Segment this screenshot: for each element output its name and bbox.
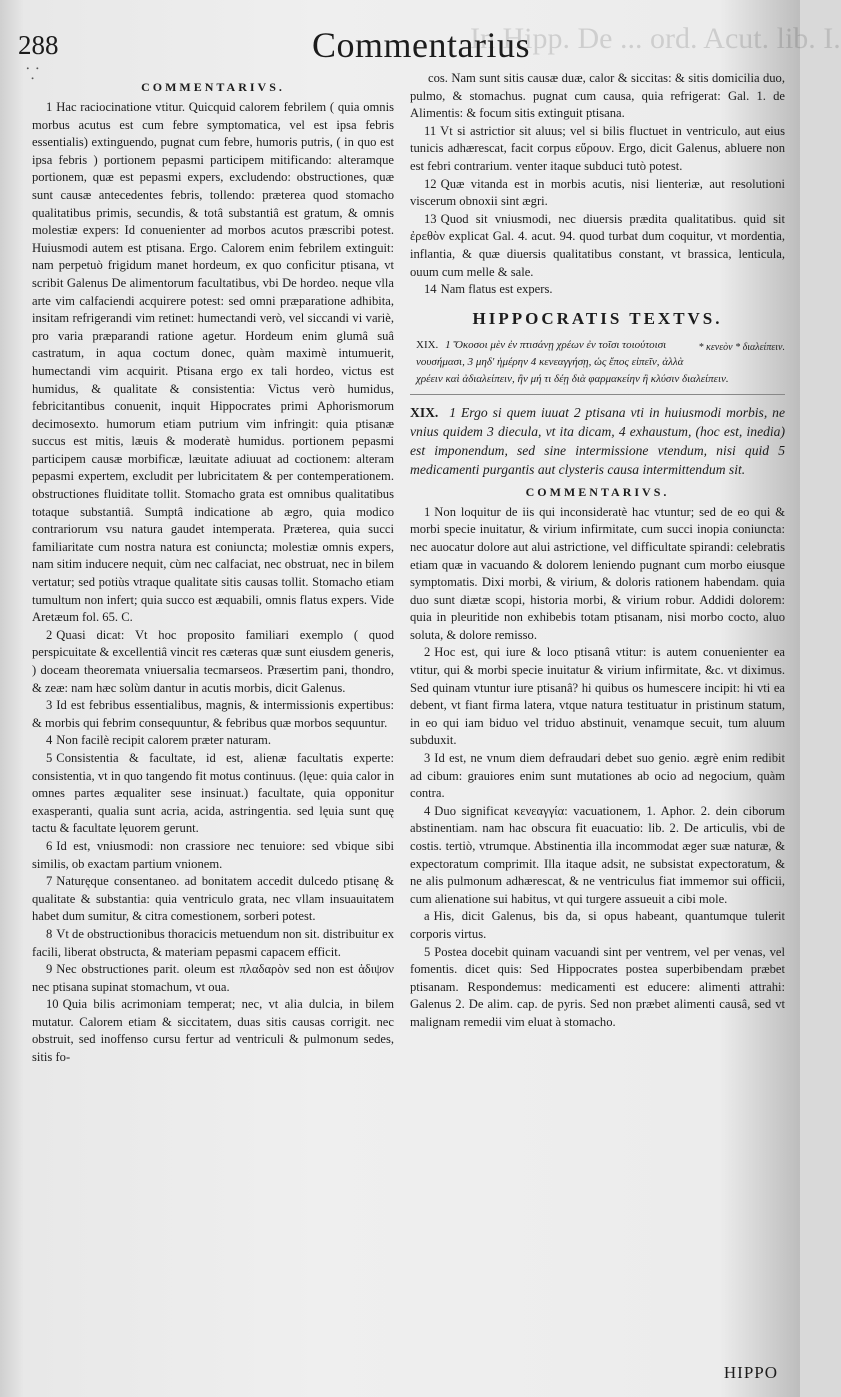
note-number: 12 (424, 176, 437, 191)
commentary-note (410, 750, 785, 803)
note-number: 9 (46, 962, 53, 977)
left-column (32, 78, 394, 1378)
note-number: 11 (424, 123, 437, 138)
note-text: Id est febribus essentialibus, magnis, & intermissionis expertibus: & morbis qui febrim consequuntur, & febribus quæ morbos sequuntur. (32, 698, 394, 730)
commentary-note (32, 627, 394, 697)
note-number: 4 (46, 733, 53, 748)
hippocratis-textus-heading: HIPPOCRATIS TEXTVS. (472, 308, 723, 328)
commentary-note (32, 750, 394, 838)
note-number: 7 (46, 874, 53, 889)
note-number: 3 (424, 751, 431, 766)
note-number: 6 (46, 838, 53, 853)
commentary-note (32, 732, 394, 750)
commentary-note (32, 99, 394, 627)
note-text: Quæ vitanda est in morbis acutis, nisi lienteriæ, aut resolutioni viscerum obnoxii sint ægri. (410, 176, 785, 209)
commentary-note (410, 123, 785, 176)
note-text: Duo significat κενεαγγία: vacuationem, 1. Aphor. 2. dein ciborum abstinentiam. nam hac obscura fit euacuatio: lib. 2. De articulis, vbi de costis. tertiò, vtrumque. Abstinentia illa incommodat æger suæ naturæ, & expectoratum comprimit. Illa itaque adsit, ne subsistat expectoratum, & ne alis pulmonum adhærescat, & ne ventriculus fiat immemor sui officii, cum alienatione sui habitus, vt qui turgere assueuit a cibi mole. (410, 803, 785, 906)
right-column (410, 70, 785, 1370)
note-number: 8 (46, 926, 53, 941)
note-text: Quasi dicat: Vt hoc proposito familiari exemplo ( quod perspicuitate & excellentiâ vincit res cæteras quæ sunt eiusdem generis, ) doceam theoremata vniuersalia tecmarseos. Præsertim pani, thondro, & zeæ: nam hæc solùm dantur in acutis morbis, dicit Galenus. (32, 627, 394, 695)
note-number: 5 (46, 750, 53, 765)
note-text: Vt si astrictior sit aluus; vel si bilis fluctuet in ventriculo, aut eius tunicis adhærescat, facit corpus εὔρουν. Ergo, dicit Galenus, abluere non est febri contrarium. venter itaque subduci tutò potest. (410, 123, 785, 173)
latin-text: 1 Ergo si quem iuuat 2 ptisana vti in huiusmodi morbis, ne vnius quidem 3 diecula, vt ita dicam, 4 exhaustum, (hoc est, inedia) est imponendum, sed sine intermissione vtendum, nisi quid 5 medicamenti purgantis aut clysteris causa intermittendum sit. (410, 404, 786, 477)
note-number: 5 (424, 944, 431, 959)
commentary-note (410, 176, 785, 211)
note-text: Id est, vniusmodi: non crassiore nec tenuiore: sed vbique sibi similis, ob exactam partium vnionem. (32, 838, 394, 871)
note-number: 13 (424, 211, 437, 226)
commentary-note (410, 211, 785, 281)
commentary-heading: COMMENTARIVS. (141, 80, 285, 94)
note-number: a (424, 909, 430, 924)
commentary-note (410, 70, 785, 123)
bleed-through-text: In Hipp. De ... ord. Acut. lib. I. (470, 22, 841, 55)
right-notes-top-list (410, 70, 785, 299)
note-text: Hac raciocinatione vtitur. Quicquid calorem febrilem ( quia omnis morbus acutus est cum febre symptomatica, vel est ipsa febris essentialis) extinguendo, pugnat cum febre, humoris putris, ( in quo est ipsa febris ) portionem pepasmi participem mitificando: alteramque portionem, quæ est pepasmi expers, excludendo: obstructiones, quæ sunt causæ antecedentes febris, tollendo: præterea quod stomacho qualitatibus primis, secundis, & totâ substantiâ est gratum, & omnis molestiæ expers: Id conuenienter ad morbos acutos præscribi potest. Huiusmodi autem est ptisana. Ergo. Calorem enim febrilem extinguit: nam perpetuò frigidum manet hordeum, ex quo conficitur ptisana, vt scribit Galenus De alimentorum facultatibus, vbi De hordeo. neque vlla arte vim calfaciendi acquirere potest: sed omni præparatione adhibita, insitam refrigerandi vim retinet: humectandi verò, vel siccandi vi variè, pro varia præparandi ratione agetur. Hordeum enim glumâ suâ castratum, in aqua coctum donec, quàm maximè intumuerit, humectandi vim acquirit. Ptisana ergo ex tali hordeo, victus est humidus, & qualitate & consistentia: Victus verò humidus, febricitantibus conuenit, inquit Hippocrates primi Aphorismorum decimosexto. humorum etiam putrium vim infringit: quia ptisanæ succus est mitis, læuis & moderatè humidus. portionem pepasmi participem causæ morbificæ, læuitate adiuuat ad coctionem: alteram pepasmi expertem, excludit per lubricitatem & per contemperationem. obstructiones fluiditate tollit. Stomacho grata est omnibus qualitatibus totaque substantiâ. Sumptâ indicatione ab ægro, quia modico contrariorum vsu natura gaudet intemperata. Præterea, quia succi familiaritate cum nostra natura est coniuncta; molestiæ omnis expers, nam sitim inducere nequit, cùm nec calfaciat, nec obstruat, nec in bilem vertatur; sed potiùs vtraque qualitate sitis causas tollit. Stomacho etiam tumultum non infert; quia succo est æquabili, omnis flatus expers. Vide Aretæum fol. 65. C. (32, 100, 394, 625)
latin-label: XIX. (410, 404, 439, 420)
commentary-note (32, 838, 394, 873)
note-text: Quia bilis acrimoniam temperat; nec, vt alia dulcia, in bilem mutatur. Calorem etiam & siccitatem, duas sitis causas corrigit. nec obstruit, sed inoffenso cursu fertur ad ventriculi & pulmonum sedes, sitis fo- (32, 997, 394, 1065)
margin-mark-icon: ⸪ (26, 66, 40, 83)
note-text: Postea docebit quinam vacuandi sint per ventrem, vel per venas, vel fomentis. dicet quis: Sed Hippocrates postea superbibendam præbet ptisanam. Respondemus: medicamenti est educere: alimenti attrahi: Galenus 2. De alim. cap. de pyris. Sed non præbet alimenti causâ, sed vt malignam remedii vim eluat à stomacho. (410, 944, 785, 1029)
note-text: Hoc est, qui iure & loco ptisanâ vtitur: is autem conuenienter ea vtitur, qui & morbi specie inuitatur & virium infirmitate, &c. vt diximus. Sed quinam vtuntur iure ptisanâ? hi quibus os humescere incipit: hi vti ea debent, vt fiant firma latera, vtque natura testituatur in pristinum statum, in eo qui iam biduo vel triduo abstinuit, venamque secuit, tum aluum subduxit. (410, 645, 785, 748)
commentary-note (410, 803, 785, 909)
commentary-note (32, 697, 394, 732)
commentary-note (410, 908, 785, 943)
catchword: HIPPO (723, 1363, 778, 1382)
commentary-note (32, 926, 394, 961)
note-text: Consistentia & facultate, id est, alienæ facultatis experte: consistentia, vt in quo tangendo fit motus continuus. (lęue: quia calor in omnes partes æqualiter sese insinuat.) facultate, quia opponitur exasperanti, qualia sunt acria, acida, astringentia. sed lęuia sunt quę tactu & facultate lęuorem gerunt. (32, 750, 394, 836)
note-text: cos. Nam sunt sitis causæ duæ, calor & siccitas: & sitis domicilia duo, pulmo, & stomachus. pugnat cum causa, quia refrigerat: Gal. 1. de Alimentis: & focum sitis extinguit ptisana. (410, 71, 785, 121)
page-header (0, 18, 841, 65)
commentary-note (410, 644, 785, 750)
commentary-note (32, 873, 394, 926)
note-text: Vt de obstructionibus thoracicis metuendum non sit. distribuitur ex facili, liberat obstructa, & materiam pepasmi capacem efficit. (32, 926, 394, 959)
note-text: Quod sit vniusmodi, nec diuersis prædita qualitatibus. quid sit ἐρεθὸν explicat Gal. 4. acut. 94. quod turbat dum coquitur, vt mordentia, inflantia, & quæ diuersis qualitatibus constant, vt brassica, lenticula, ouum cum melle & sale. (410, 211, 785, 279)
running-title: Commentarius (312, 25, 530, 65)
commentary-note (410, 944, 785, 1032)
note-number: 2 (46, 627, 53, 642)
note-text: Naturęque consentaneo. ad bonitatem accedit dulcedo ptisanę & qualitate & substantia: quia ventriculo grata, nec vllam insuauitatem habet dum sumitur, & citra comestionem, sorberi potest. (32, 874, 394, 924)
note-text: Nam flatus est expers. (440, 282, 553, 297)
left-notes-list (32, 99, 394, 1067)
note-number: 10 (46, 997, 59, 1012)
commentary-note (32, 996, 394, 1066)
note-text: Non facilè recipit calorem præter naturam. (56, 733, 271, 748)
right-notes-bottom-list (410, 504, 785, 1032)
commentary-note (410, 281, 785, 299)
note-text: Nec obstructiones parit. oleum est πλαδαρὸν sed non est ἀδιψον nec ptisana supinat stomachum, vt oua. (32, 962, 394, 994)
divider (410, 394, 785, 395)
greek-marginal-note: * κενεὸν * διαλείπειν. (698, 341, 785, 353)
note-text: His, dicit Galenus, bis da, si opus habeant, quantumque tulerit corporis virtus. (410, 909, 785, 941)
commentary-note (410, 504, 785, 645)
note-number: 14 (424, 282, 437, 297)
greek-text-block (410, 337, 785, 388)
commentary-note (32, 961, 394, 996)
note-number: 3 (46, 698, 53, 713)
note-number: 2 (424, 645, 431, 660)
note-text: Non loquitur de iis qui inconsideratè hac vtuntur; sed de eo qui & morbi specie inuitatur, & virium infirmitate, cum succi inopia coniuncta: nec auocatur dolore aut alui astrictione, vel difficultate spirandi: celebratis etiam quæ in vacuando & dolorem leniendo pugnant cum morbo eiusque symptomatis. Dixi morbi, & virium, & doloris rationem habendam. quia duo sunt diætæ scopi, historia morbi, & virium robur. Addidi dolorem: quia in pleuritide non exhibebis totam ptisanam, nisi morbo cocto, aluo soluta, & dolore remisso. (410, 504, 785, 642)
note-number: 1 (46, 100, 53, 114)
note-number: 4 (424, 803, 431, 818)
page-number: 288 (18, 30, 59, 60)
greek-label: XIX. (416, 338, 439, 351)
note-text: Id est, ne vnum diem defraudari debet suo genio. ægrè enim redibit ad cibum: grauiores enim sunt mutationes ab ocio ad negocium, quàm contra. (410, 751, 785, 801)
note-number: 1 (424, 504, 431, 519)
commentary-heading-right: COMMENTARIVS. (525, 484, 670, 499)
greek-text: 1 Ὅκοσοι μὲν ἐν πτισάνῃ χρέων ἐν τοῖσι τοιούτοισι νουσήμασι, 3 μηδ' ἡμέρην 4 κενεαγγήσῃ, ὡς ἔπος εἰπεῖν, ἀλλὰ χρέειν καὶ ἀδιαλείπειν, ἢν μή τι δέῃ διὰ φαρμακείην ἢ κλύσιν διαλείπειν. (416, 338, 729, 385)
latin-text-block (410, 403, 785, 479)
